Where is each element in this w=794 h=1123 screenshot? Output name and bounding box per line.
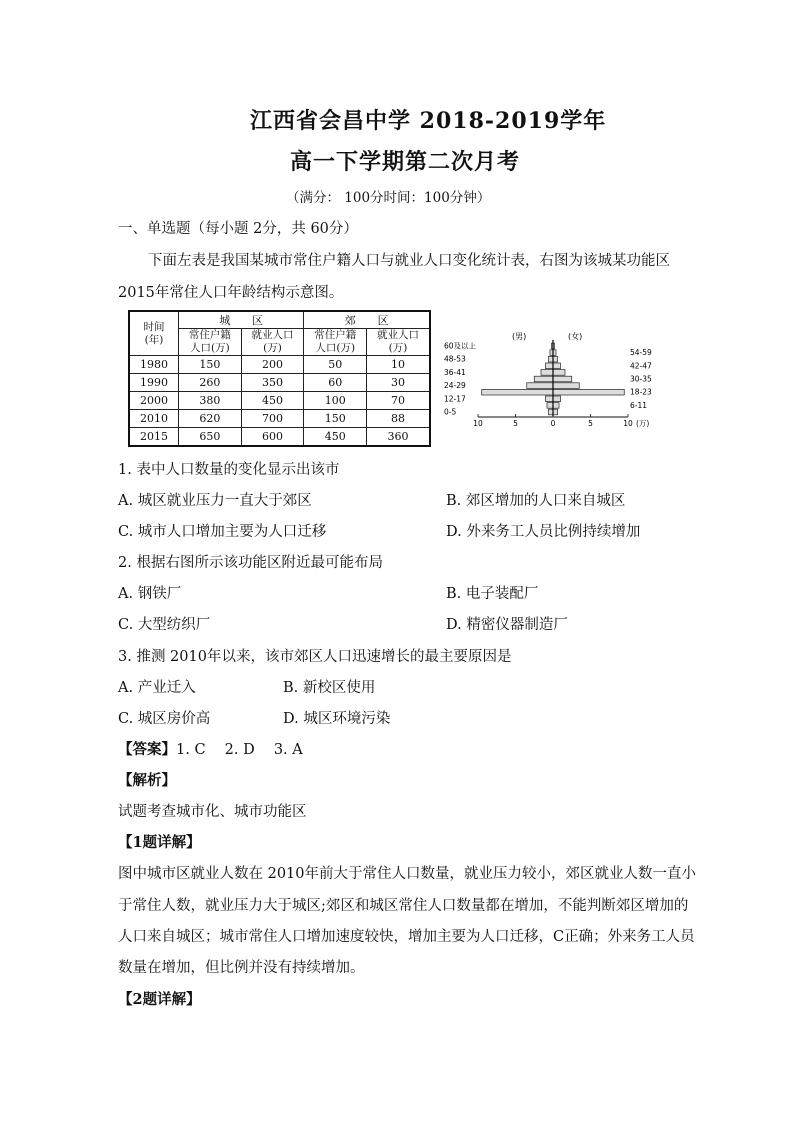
col-time-unit: (年)	[144, 333, 164, 346]
pyramid-bar-male-18-23	[482, 389, 553, 395]
population-table	[128, 310, 431, 447]
table-row	[129, 392, 430, 410]
intro-line-2: 2015年常住人口年龄结构示意图。	[118, 285, 344, 301]
pyramid-left-label: 48-53	[444, 354, 466, 364]
pyramid-bar-female-24-29	[553, 383, 579, 389]
section-heading: 一、单选题（每小题 2分，共 60分）	[118, 221, 358, 237]
q1-option-b: B. 郊区增加的人口来自城区	[446, 493, 626, 509]
pyramid-bar-female-6-11	[553, 403, 559, 409]
q1-option-a: A. 城区就业压力一直大于郊区	[118, 493, 312, 509]
pyramid-x-tick-label: 5	[513, 419, 518, 428]
q3-option-c: C. 城区房价高	[118, 711, 211, 727]
age-pyramid-chart	[440, 330, 670, 448]
cell-city-resident: 150	[179, 356, 242, 374]
q3-option-d: D. 城区环境污染	[283, 711, 391, 727]
pyramid-x-tick-label: 0	[550, 419, 556, 428]
cell-year: 2000	[129, 392, 179, 410]
cell-year: 1980	[129, 356, 179, 374]
pyramid-right-label: 30-35	[630, 374, 652, 384]
q2-option-a: A. 钢铁厂	[118, 586, 182, 602]
pyramid-bar-male-12-17	[546, 396, 554, 402]
pyramid-bar-female-48-53	[553, 356, 558, 362]
document-title-line1: 江西省会昌中学 2018-2019学年	[250, 108, 607, 134]
pyramid-bar-male-24-29	[527, 383, 553, 389]
pyramid-x-tick-label: 5	[588, 419, 593, 428]
analysis-topic: 试题考查城市化、城市功能区	[118, 804, 307, 820]
legend-female: (女)	[568, 332, 583, 341]
pyramid-bar-female-18-23	[553, 389, 624, 395]
detail-2-label: 【2题详解】	[118, 991, 201, 1008]
pyramid-x-tick-label: 10	[623, 419, 633, 428]
legend-male: (男)	[512, 332, 527, 341]
cell-city-resident: 380	[179, 392, 242, 410]
group-suburb-header: 郊 区	[304, 311, 430, 329]
col-time-header	[129, 311, 179, 356]
cell-city-employ: 450	[241, 392, 304, 410]
answer-block	[118, 738, 303, 759]
pyramid-right-label: 18-23	[630, 387, 652, 397]
pyramid-left-label: 36-41	[444, 367, 466, 377]
pyramid-right-label: 54-59	[630, 348, 652, 358]
cell-city-resident: 260	[179, 374, 242, 392]
cell-city-employ: 700	[241, 410, 304, 428]
cell-city-employ: 350	[241, 374, 304, 392]
cell-suburb-employ: 88	[367, 410, 430, 428]
answer-label: 【答案】	[118, 741, 176, 758]
detail-1-label: 【1题详解】	[118, 834, 201, 851]
cell-city-resident: 620	[179, 410, 242, 428]
table-row	[129, 428, 430, 447]
pyramid-left-label: 12-17	[444, 394, 466, 404]
q3-option-a: A. 产业迁入	[118, 680, 196, 696]
pyramid-bar-female-12-17	[553, 396, 561, 402]
cell-suburb-resident: 150	[304, 410, 367, 428]
cell-suburb-resident: 100	[304, 392, 367, 410]
q2-option-b: B. 电子装配厂	[446, 586, 539, 602]
pyramid-left-label: 24-29	[444, 381, 466, 391]
cell-suburb-employ: 10	[367, 356, 430, 374]
cell-city-employ: 200	[241, 356, 304, 374]
cell-suburb-resident: 60	[304, 374, 367, 392]
cell-year: 2015	[129, 428, 179, 447]
pyramid-bar-male-36-41	[541, 370, 553, 376]
cell-year: 2010	[129, 410, 179, 428]
cell-year: 1990	[129, 374, 179, 392]
pyramid-bar-male-30-35	[534, 376, 553, 382]
answer-text: 1. C 2. D 3. A	[176, 742, 303, 758]
pyramid-right-label: 42-47	[630, 361, 652, 371]
q2-option-c: C. 大型纺织厂	[118, 617, 211, 633]
col-time-label: 时间	[143, 320, 165, 333]
cell-suburb-employ: 30	[367, 374, 430, 392]
document-title-line2: 高一下学期第二次月考	[290, 149, 521, 175]
cell-city-resident: 650	[179, 428, 242, 447]
detail-1-line: 于常住人数，就业压力大于城区;郊区和城区常住人口数量都在增加，不能判断郊区增加的	[118, 898, 689, 914]
q2-option-d: D. 精密仪器制造厂	[446, 617, 568, 633]
sub-header-suburb-employ: 就业人口 (万)	[367, 329, 430, 356]
question-3-stem: 3. 推测 2010年以来，该市郊区人口迅速增长的最主要原因是	[118, 649, 512, 665]
sub-header-city-employ: 就业人口 (万)	[241, 329, 304, 356]
pyramid-bar-female-0-5	[553, 409, 558, 415]
cell-suburb-resident: 50	[304, 356, 367, 374]
detail-1-line: 图中城市区就业人数在 2010年前大于常住人口数量，就业压力较小，郊区就业人数一直小	[118, 866, 697, 882]
q1-option-d: D. 外来务工人员比例持续增加	[446, 524, 641, 540]
detail-1-line: 数量在增加，但比例并没有持续增加。	[118, 960, 365, 976]
cell-suburb-employ: 70	[367, 392, 430, 410]
pyramid-right-label: 6-11	[630, 400, 648, 410]
q3-option-b: B. 新校区使用	[283, 680, 376, 696]
pyramid-bar-male-48-53	[549, 356, 554, 362]
pyramid-bar-female-36-41	[553, 370, 565, 376]
intro-line-1: 下面左表是我国某城市常住户籍人口与就业人口变化统计表，右图为该城某功能区	[148, 253, 670, 269]
table-row	[129, 374, 430, 392]
cell-city-employ: 600	[241, 428, 304, 447]
table-row	[129, 356, 430, 374]
pyramid-bar-female-42-47	[553, 363, 561, 369]
pyramid-x-unit: (万)	[636, 419, 650, 428]
sub-header-city-resident: 常住户籍 人口(万)	[179, 329, 242, 356]
pyramid-bar-male-6-11	[547, 403, 553, 409]
pyramid-bar-male-0-5	[549, 409, 554, 415]
pyramid-left-label: 60及以上	[444, 341, 477, 351]
score-note: （满分： 100分时间：100分钟）	[286, 190, 491, 206]
table-row	[129, 410, 430, 428]
q1-option-c: C. 城市人口增加主要为人口迁移	[118, 524, 327, 540]
cell-suburb-resident: 450	[304, 428, 367, 447]
pyramid-bar-female-30-35	[553, 376, 572, 382]
question-1-stem: 1. 表中人口数量的变化显示出该市	[118, 462, 340, 478]
detail-1-line: 人口来自城区；城市常住人口增加速度较快，增加主要为人口迁移，C正确；外来务工人员	[118, 929, 695, 945]
pyramid-bar-male-42-47	[546, 363, 554, 369]
pyramid-left-label: 0-5	[444, 407, 457, 417]
question-2-stem: 2. 根据右图所示该功能区附近最可能布局	[118, 555, 383, 571]
group-city-header: 城 区	[179, 311, 304, 329]
sub-header-suburb-resident: 常住户籍 人口(万)	[304, 329, 367, 356]
cell-suburb-employ: 360	[367, 428, 430, 447]
pyramid-x-tick-label: 10	[473, 419, 483, 428]
analysis-label: 【解析】	[118, 772, 176, 789]
